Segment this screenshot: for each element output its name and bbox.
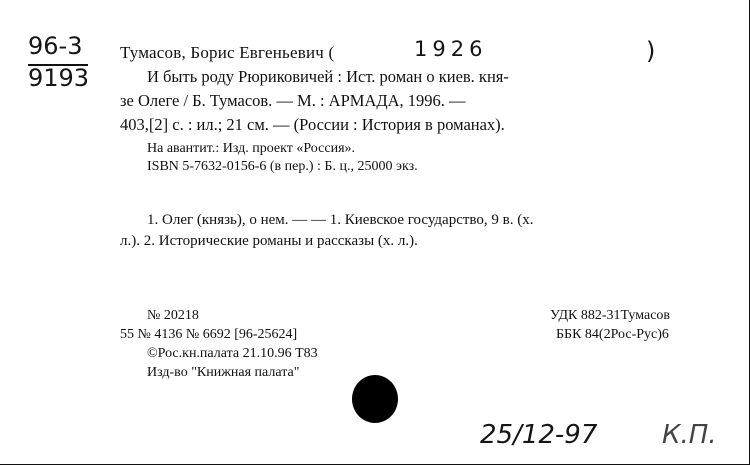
title-line-3: 403,[2] с. : ил.; 21 см. — (России : История в романах).: [120, 115, 505, 134]
handwritten-paren: ): [646, 37, 656, 65]
call-number-bottom: 9193: [28, 64, 90, 92]
title-line-1: И быть роду Рюриковичей : Ист. роман о киев. кня-: [147, 67, 509, 86]
call-number-top: 96-3: [28, 32, 83, 60]
handwritten-initials: К.П.: [662, 420, 717, 450]
subjects-line-1: 1. Олег (князь), о нем. — — 1. Киевское государство, 9 в. (х.: [147, 212, 534, 228]
publisher-line: Изд-во "Книжная палата": [147, 365, 300, 380]
author-line: Тумасов, Борис Евгеньевич (: [120, 43, 335, 62]
handwritten-date: 25/12-97: [480, 420, 598, 450]
punch-hole: [352, 375, 398, 423]
handwritten-year: 1926: [414, 37, 488, 61]
bbk-code: ББК 84(2Рос-Рус)6: [556, 327, 669, 342]
registry-line: 55 № 4136 № 6692 [96-25624]: [120, 327, 298, 342]
title-line-2: зе Олеге / Б. Тумасов. — М. : АРМАДА, 1996. —: [120, 91, 466, 110]
udk-code: УДК 882-31Тумасов: [550, 308, 671, 323]
note-line: На авантит.: Изд. проект «Россия».: [147, 141, 356, 156]
registry-number: № 20218: [147, 308, 199, 323]
subjects-line-2: л.). 2. Исторические романы и рассказы (х. л.).: [120, 233, 418, 249]
copyright-line: ©Рос.кн.палата 21.10.96 Т83: [147, 346, 318, 361]
isbn-line: ISBN 5-7632-0156-6 (в пер.) : Б. ц., 25000 экз.: [147, 159, 418, 174]
